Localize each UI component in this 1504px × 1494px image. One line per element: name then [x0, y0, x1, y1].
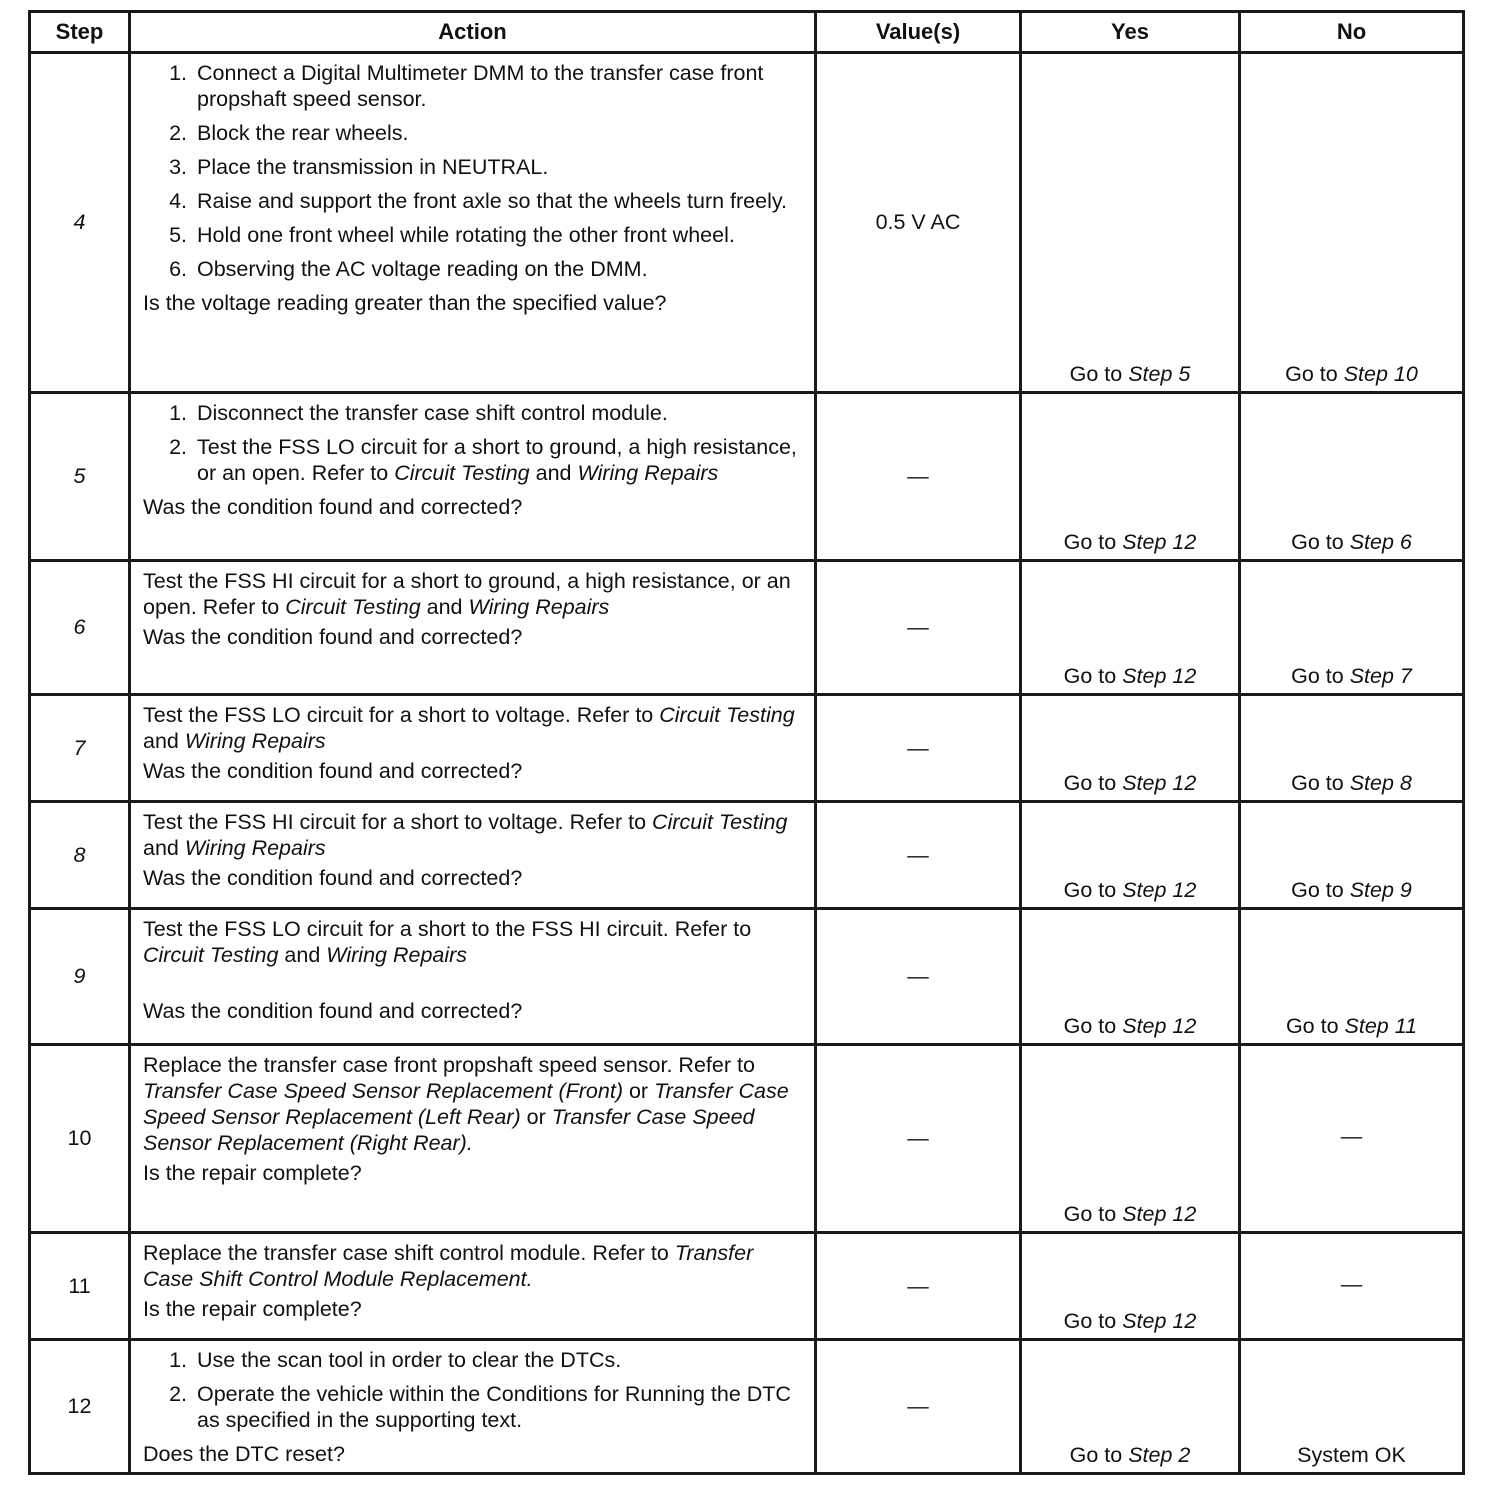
- header-yes: Yes: [1021, 12, 1240, 53]
- action-cell: [130, 909, 816, 1045]
- reference-link: Transfer Case Shift Control Module Replacement.: [143, 1241, 754, 1291]
- yes-cell: [1021, 909, 1240, 1045]
- action-text: [143, 702, 800, 754]
- action-cell: [130, 1340, 816, 1474]
- item-text: Test the FSS HI circuit for a short to ground, a high resistance, or an open. Refer to: [143, 569, 791, 619]
- value-cell: —: [816, 1233, 1021, 1340]
- yes-cell: [1021, 561, 1240, 695]
- action-text: [143, 916, 800, 968]
- item-text: Test the FSS HI circuit for a short to voltage. Refer to: [143, 810, 653, 834]
- header-step: Step: [30, 12, 130, 53]
- reference-link: Circuit Testing: [652, 810, 788, 834]
- action-cell: [130, 802, 816, 909]
- action-question: Is the voltage reading greater than the specified value?: [143, 291, 667, 315]
- list-item: [193, 434, 800, 486]
- no-cell: [1240, 695, 1464, 802]
- no-cell: —: [1240, 1045, 1464, 1233]
- value-cell: —: [816, 1045, 1021, 1233]
- action-cell: [130, 1045, 816, 1233]
- value-cell: —: [816, 561, 1021, 695]
- yes-cell: [1021, 1045, 1240, 1233]
- table-row: [30, 561, 1464, 695]
- value-cell: —: [816, 695, 1021, 802]
- yes-cell: [1021, 393, 1240, 561]
- action-question: Was the condition found and corrected?: [143, 625, 523, 649]
- action-question: Was the condition found and corrected?: [143, 759, 523, 783]
- yes-prefix: Go to: [1063, 530, 1123, 554]
- reference-link: Wiring Repairs: [577, 461, 719, 485]
- yes-step-ref: Step 12: [1122, 1202, 1197, 1226]
- diagnostic-table: [28, 10, 1465, 1475]
- action-question: Was the condition found and corrected?: [143, 495, 523, 519]
- table-row: [30, 1045, 1464, 1233]
- yes-prefix: Go to: [1069, 1443, 1129, 1467]
- no-prefix: Go to: [1285, 362, 1344, 386]
- yes-step-ref: Step 12: [1122, 771, 1197, 795]
- item-text: and: [143, 729, 185, 753]
- no-step-ref: Step 11: [1344, 1014, 1418, 1038]
- action-question: Is the repair complete?: [143, 1297, 362, 1321]
- yes-prefix: Go to: [1063, 1202, 1123, 1226]
- yes-prefix: Go to: [1063, 771, 1123, 795]
- no-cell: [1240, 53, 1464, 393]
- item-text: and: [278, 943, 327, 967]
- yes-prefix: Go to: [1063, 878, 1123, 902]
- header-action: Action: [130, 12, 816, 53]
- header-no: No: [1240, 12, 1464, 53]
- no-step-ref: Step 8: [1349, 771, 1412, 795]
- no-cell: [1240, 393, 1464, 561]
- value-cell: —: [816, 909, 1021, 1045]
- no-cell: —: [1240, 1233, 1464, 1340]
- step-number: 4: [30, 53, 130, 393]
- reference-link: Wiring Repairs: [326, 943, 468, 967]
- item-text: or: [622, 1079, 655, 1103]
- no-step-ref: Step 9: [1349, 878, 1412, 902]
- action-text: [143, 1052, 800, 1156]
- step-number: 7: [30, 695, 130, 802]
- item-text: or: [520, 1105, 552, 1129]
- yes-prefix: Go to: [1063, 1014, 1123, 1038]
- item-text: Replace the transfer case shift control module. Refer to: [143, 1241, 675, 1265]
- action-question: Was the condition found and corrected?: [143, 866, 523, 890]
- no-prefix: Go to: [1291, 771, 1350, 795]
- action-list: [143, 400, 800, 486]
- yes-step-ref: Step 12: [1122, 1309, 1197, 1333]
- value-cell: —: [816, 1340, 1021, 1474]
- step-number: 9: [30, 909, 130, 1045]
- action-cell: [130, 695, 816, 802]
- reference-link: Wiring Repairs: [468, 595, 610, 619]
- list-item: 1. Connect a Digital Multimeter DMM to the transfer case front propshaft speed sensor.: [193, 60, 800, 112]
- list-item: 1. Use the scan tool in order to clear the DTCs.: [193, 1347, 800, 1373]
- action-list: [143, 60, 800, 282]
- reference-link: Transfer Case Speed Sensor Replacement (Right Rear).: [143, 1105, 755, 1155]
- action-cell: [130, 561, 816, 695]
- table-row: [30, 802, 1464, 909]
- no-prefix: Go to: [1291, 664, 1350, 688]
- step-number: 6: [30, 561, 130, 695]
- reference-link: Transfer Case Speed Sensor Replacement (Front): [143, 1079, 623, 1103]
- header-value: Value(s): [816, 12, 1021, 53]
- no-step-ref: Step 10: [1343, 362, 1418, 386]
- reference-link: Wiring Repairs: [184, 836, 326, 860]
- step-number: 12: [30, 1340, 130, 1474]
- no-cell: [1240, 909, 1464, 1045]
- yes-step-ref: Step 12: [1122, 530, 1197, 554]
- yes-step-ref: Step 12: [1122, 878, 1197, 902]
- reference-link: Wiring Repairs: [184, 729, 326, 753]
- yes-step-ref: Step 5: [1128, 362, 1191, 386]
- list-item: 4. Raise and support the front axle so that the wheels turn freely.: [193, 188, 800, 214]
- no-prefix: Go to: [1291, 530, 1350, 554]
- action-text: [143, 568, 800, 620]
- action-list: [143, 1347, 800, 1433]
- step-number: 10: [30, 1045, 130, 1233]
- value-cell: —: [816, 393, 1021, 561]
- no-cell: System OK: [1240, 1340, 1464, 1474]
- header-row: [30, 12, 1464, 53]
- item-text: Replace the transfer case front propshaft speed sensor. Refer to: [143, 1053, 755, 1077]
- no-prefix: Go to: [1285, 1014, 1345, 1038]
- action-question: Does the DTC reset?: [143, 1442, 345, 1466]
- action-cell: [130, 1233, 816, 1340]
- reference-link: Circuit Testing: [659, 703, 795, 727]
- reference-link: Transfer Case Speed Sensor Replacement (Left Rear): [143, 1079, 789, 1129]
- table-row: [30, 1340, 1464, 1474]
- yes-prefix: Go to: [1063, 1309, 1123, 1333]
- step-number: 8: [30, 802, 130, 909]
- reference-link: Circuit Testing: [285, 595, 421, 619]
- yes-prefix: Go to: [1069, 362, 1129, 386]
- step-number: 11: [30, 1233, 130, 1340]
- step-number: 5: [30, 393, 130, 561]
- yes-prefix: Go to: [1063, 664, 1123, 688]
- table-row: [30, 909, 1464, 1045]
- item-text: and: [143, 836, 185, 860]
- table-row: [30, 393, 1464, 561]
- action-cell: [130, 393, 816, 561]
- item-text: Test the FSS LO circuit for a short to voltage. Refer to: [143, 703, 660, 727]
- action-text: [143, 1240, 800, 1292]
- action-text: [143, 809, 800, 861]
- table-row: [30, 695, 1464, 802]
- value-cell: —: [816, 802, 1021, 909]
- item-text: and: [529, 461, 578, 485]
- yes-step-ref: Step 12: [1122, 664, 1197, 688]
- item-text: Test the FSS LO circuit for a short to ground, a high resistance, or an open. Refer to: [197, 435, 797, 485]
- list-item: 2. Block the rear wheels.: [193, 120, 800, 146]
- yes-step-ref: Step 2: [1128, 1443, 1191, 1467]
- list-item: 5. Hold one front wheel while rotating the other front wheel.: [193, 222, 800, 248]
- list-item: 1. Disconnect the transfer case shift control module.: [193, 400, 800, 426]
- table-row: [30, 1233, 1464, 1340]
- list-item: 6. Observing the AC voltage reading on the DMM.: [193, 256, 800, 282]
- yes-cell: [1021, 695, 1240, 802]
- list-item: 3. Place the transmission in NEUTRAL.: [193, 154, 800, 180]
- no-cell: [1240, 802, 1464, 909]
- yes-cell: [1021, 1340, 1240, 1474]
- no-cell: [1240, 561, 1464, 695]
- reference-link: Circuit Testing: [143, 943, 279, 967]
- yes-step-ref: Step 12: [1122, 1014, 1197, 1038]
- item-text: and: [420, 595, 469, 619]
- value-cell: 0.5 V AC: [816, 53, 1021, 393]
- action-question: Is the repair complete?: [143, 1161, 362, 1185]
- item-text: Test the FSS LO circuit for a short to the FSS HI circuit. Refer to: [143, 917, 752, 941]
- no-step-ref: Step 6: [1349, 530, 1412, 554]
- list-item: 2. Operate the vehicle within the Conditions for Running the DTC as specified in the supporting text.: [193, 1381, 800, 1433]
- no-step-ref: Step 7: [1349, 664, 1412, 688]
- table-row: [30, 53, 1464, 393]
- yes-cell: [1021, 1233, 1240, 1340]
- action-question: Was the condition found and corrected?: [143, 999, 523, 1023]
- action-cell: [130, 53, 816, 393]
- no-prefix: Go to: [1291, 878, 1350, 902]
- yes-cell: [1021, 53, 1240, 393]
- reference-link: Circuit Testing: [394, 461, 530, 485]
- yes-cell: [1021, 802, 1240, 909]
